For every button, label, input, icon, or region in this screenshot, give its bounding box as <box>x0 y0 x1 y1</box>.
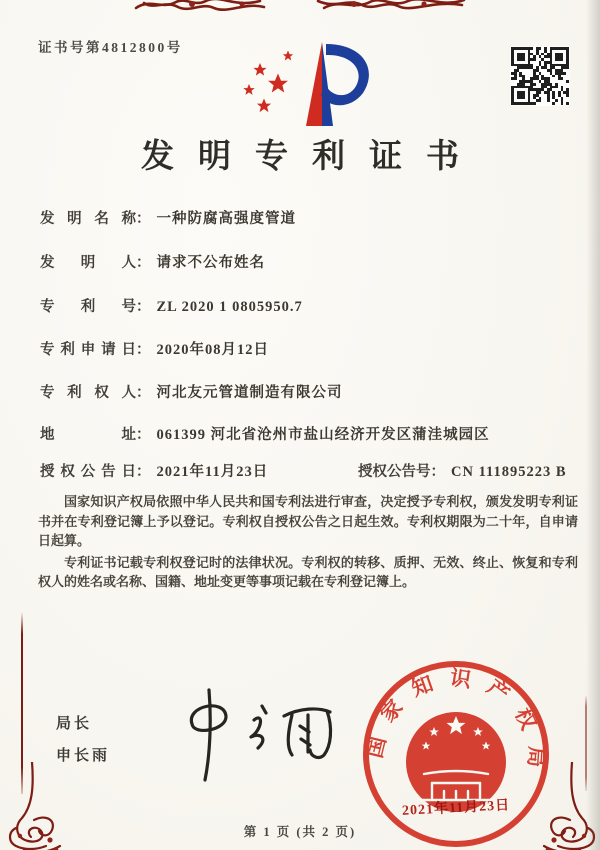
field-row-grant <box>40 460 567 481</box>
field-row-invention-name <box>40 207 296 228</box>
field-value: 061399 河北省沧州市盐山经济开发区蒲洼城园区 <box>156 427 490 443</box>
colon: ： <box>430 464 445 480</box>
field-value: CN 111895223 B <box>451 464 567 480</box>
certificate-number: 证书号第4812800号 <box>38 40 183 55</box>
page-number: 第 1 页 (共 2 页) <box>243 825 357 839</box>
field-label: 发明名称 <box>40 211 136 227</box>
scan-edge-shadow <box>586 0 600 850</box>
colon: ： <box>136 385 151 401</box>
seal-date: 2021年11月23日 <box>401 798 511 819</box>
grant-number-group <box>358 460 567 481</box>
certificate-title: 发明专利证书 <box>141 139 483 175</box>
colon: ： <box>136 464 151 480</box>
left-border-line <box>21 612 23 794</box>
field-row-patent-number <box>40 295 303 316</box>
seal-org-text: 国家知识产权局 <box>362 665 549 783</box>
legal-paragraph: 国家知识产权局依照中华人民共和国专利法进行审查，决定授予专利权，颁发发明专利证书并在专利登记簿上予以登记。专利权自授权公告之日起生效。专利权期限为二十年，自申请日起算。 <box>38 494 578 548</box>
colon: ： <box>136 342 151 358</box>
field-row-patentee <box>40 381 343 402</box>
handwritten-signature <box>150 684 350 784</box>
cnipa-logo-icon <box>236 38 376 130</box>
colon: ： <box>136 211 151 227</box>
legal-text-block <box>38 492 578 594</box>
field-value: ZL 2020 1 0805950.7 <box>156 299 303 315</box>
field-row-filing-date <box>40 338 269 359</box>
field-label: 专利号 <box>40 299 136 315</box>
field-label: 授权公告号 <box>358 464 431 480</box>
colon: ： <box>136 427 151 443</box>
field-label: 专利权人 <box>40 385 136 401</box>
field-label: 专利申请日 <box>40 342 136 358</box>
field-value: 2021年11月23日 <box>156 464 269 480</box>
top-ornament <box>132 0 468 16</box>
field-row-inventor <box>40 251 265 272</box>
field-value: 2020年08月12日 <box>156 342 269 358</box>
colon: ： <box>136 299 151 315</box>
commissioner-name: 申长雨 <box>56 748 111 764</box>
commissioner-title: 局长 <box>56 716 93 732</box>
field-label: 地址 <box>40 427 136 443</box>
national-emblem-icon <box>406 712 506 812</box>
field-label: 授权公告日 <box>40 464 136 480</box>
field-row-address <box>40 423 490 444</box>
official-seal <box>358 656 554 850</box>
field-label: 发明人 <box>40 255 136 271</box>
field-value: 河北友元管道制造有限公司 <box>156 385 343 401</box>
colon: ： <box>136 255 151 271</box>
field-value: 一种防腐高强度管道 <box>156 211 296 227</box>
right-border-line <box>585 695 587 791</box>
legal-paragraph: 专利证书记载专利权登记时的法律状况。专利权的转移、质押、无效、终止、恢复和专利权人的姓名或名称、国籍、地址变更等事项记载在专利登记簿上。 <box>38 554 578 589</box>
field-value: 请求不公布姓名 <box>156 255 265 271</box>
qr-code <box>510 46 570 106</box>
